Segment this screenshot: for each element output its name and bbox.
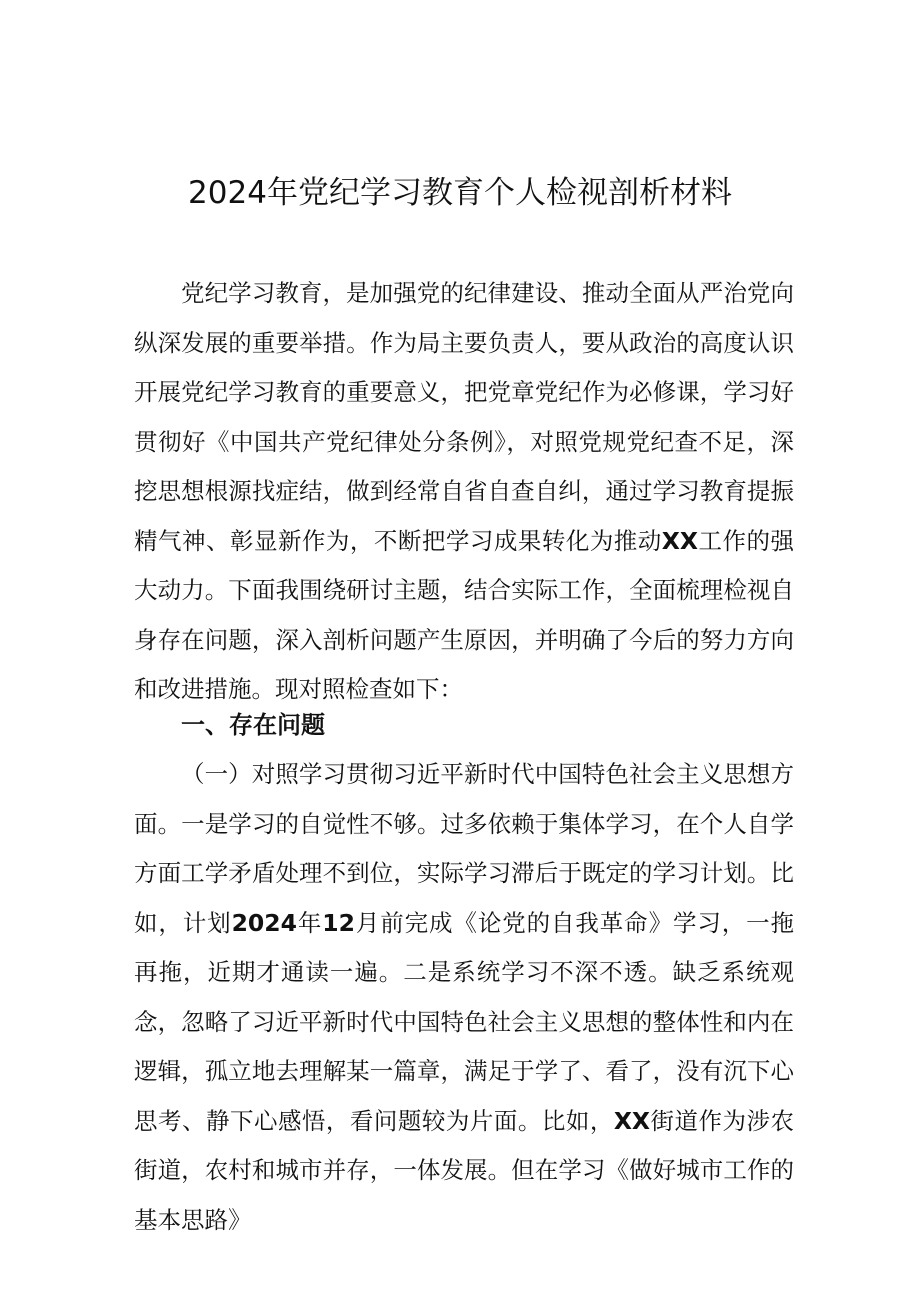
document-title: 2024年党纪学习教育个人检视剖析材料: [188, 175, 732, 211]
intro-text-2: 工作的强大动力。下面我围绕研讨主题，结合实际工作，全面梳理检视自身存在问题，深入剖析问题产生原因，并明确了今后的努力方向和改进措施。现对照检查如下：: [134, 526, 795, 703]
intro-placeholder-xx: XX: [661, 526, 699, 555]
intro-paragraph: [134, 269, 794, 715]
section1-text-3: 月前完成《论党的自我革命》学习，一拖再拖，近期才通读一遍。二是系统学习不深不透。缺乏系统观念，忽略了习近平新时代中国特色社会主义思想的整体性和内在逻辑，孤立地去理解某一篇章，满足于学了、看了，没有沉下心思考、静下心感悟，看问题较为片面。比如，: [134, 908, 795, 1135]
section1-placeholder-xx: XX: [613, 1106, 651, 1135]
section1-text-4: 街道作为涉农街道，农村和城市并存，一体发展。但在学习《做好城市工作的基本思路》: [134, 1106, 795, 1234]
section1-text-1: （一）对照学习贯彻习近平新时代中国特色社会主义思想方面。一是学习的自觉性不够。过多依赖于集体学习，在个人自学方面工学矛盾处理不到位，实际学习滞后于既定的学习计划。比如，计划: [134, 760, 794, 937]
section1-month: 12: [322, 908, 355, 937]
section-heading-problems: 一、存在问题: [181, 711, 325, 739]
section1-paragraph: [134, 750, 794, 1245]
section1-text-2: 年: [296, 908, 323, 937]
section1-year: 2024: [231, 908, 297, 937]
intro-text-1: 党纪学习教育，是加强党的纪律建设、推动全面从严治党向纵深发展的重要举措。作为局主要负责人，要从政治的高度认识开展党纪学习教育的重要意义，把党章党纪作为必修课，学习好贯彻好《中国共产党纪律处分条例》，对照党规党纪查不足，深挖思想根源找症结，做到经常自省自查自纠，通过学习教育提振精气神、彰显新作为，不断把学习成果转化为推动: [134, 279, 794, 555]
